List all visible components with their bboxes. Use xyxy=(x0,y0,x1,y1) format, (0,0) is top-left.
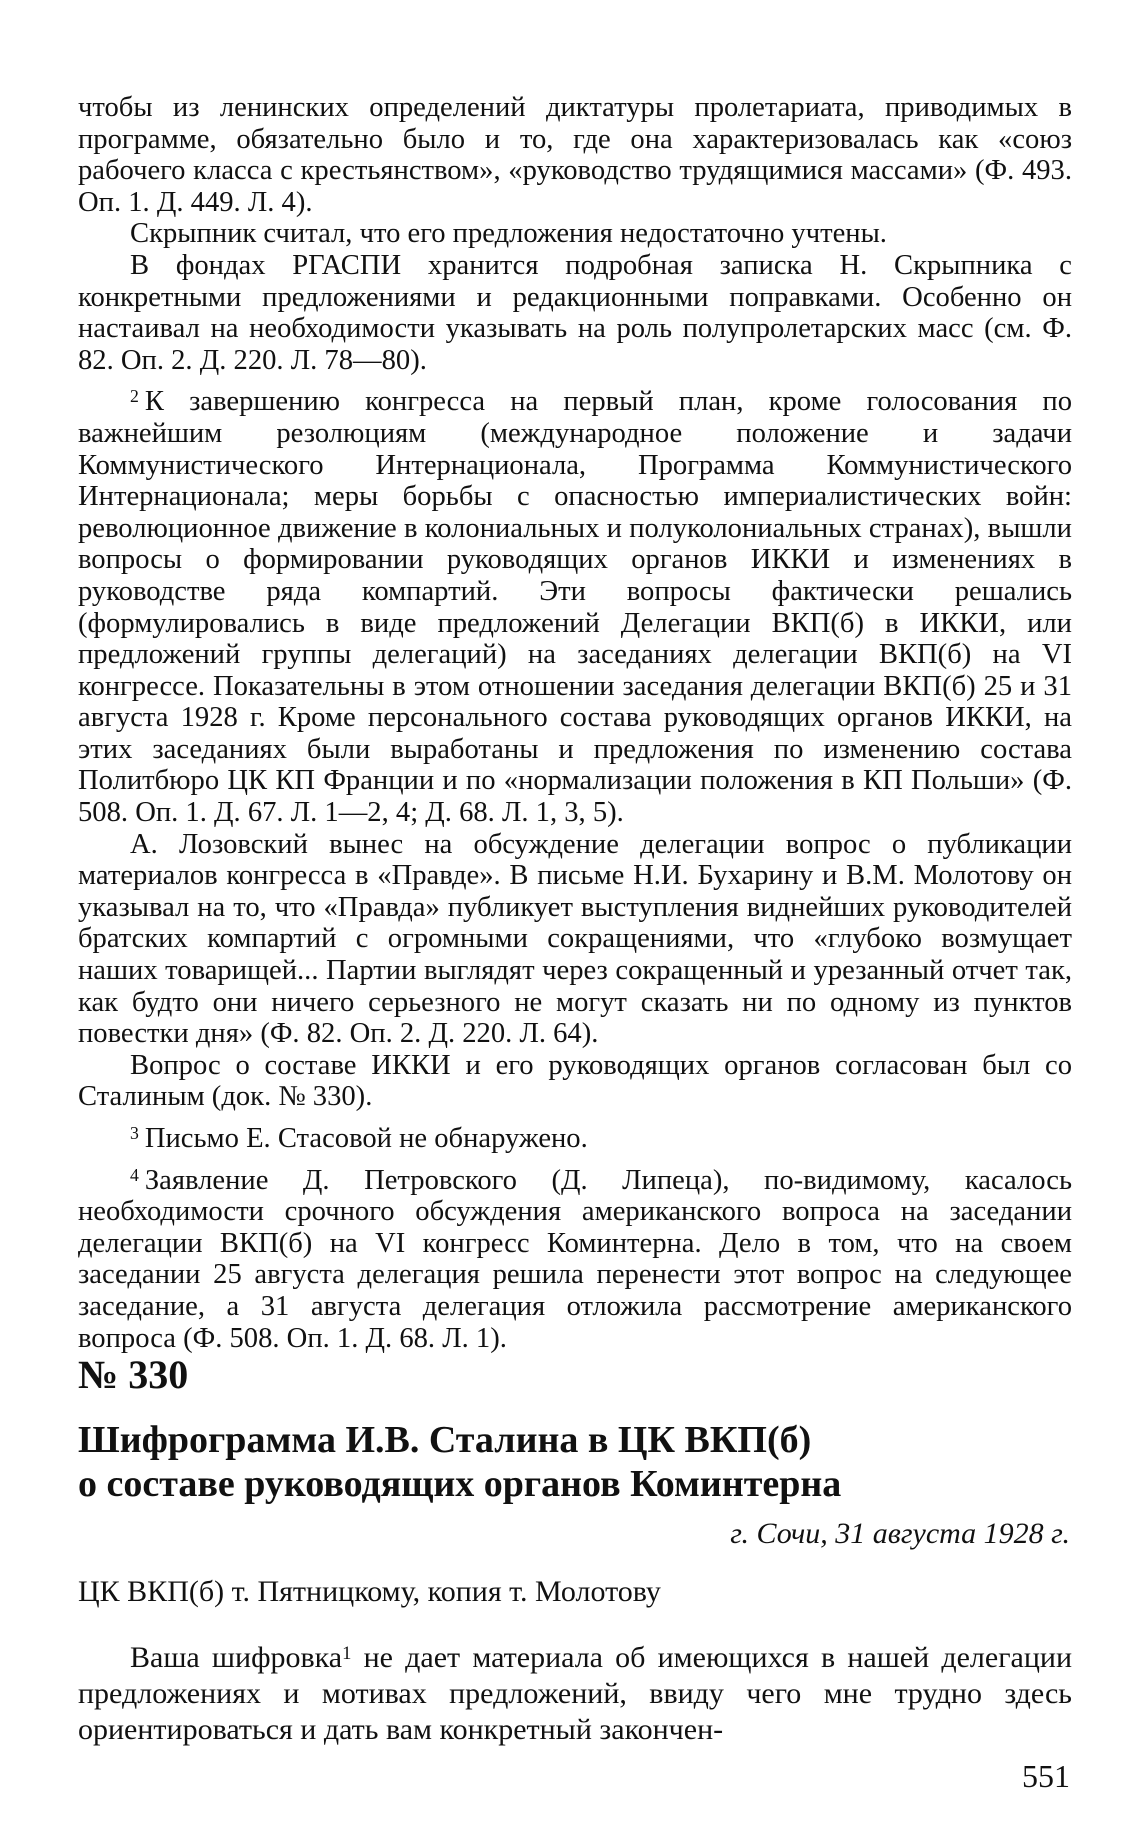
telegram-body xyxy=(78,1640,1072,1748)
note-paragraph-continuation: чтобы из ленинских определений диктатуры пролетариата, приводимых в программе, обязательно было и то, где она характеризовалась как «союз рабочего класса с крестьянством», «руководство трудящимися массами» (Ф. 493. Оп. 1. Д. 449. Л. 4). xyxy=(78,92,1072,218)
note-paragraph-skrypnik: Скрыпник считал, что его предложения недостаточно учтены. xyxy=(130,218,887,250)
note-paragraph-lozovsky: А. Лозовский вынес на обсуждение делегации вопрос о публикации материалов конгресса в «Правде». В письме Н.И. Бухарину и В.М. Молотову он указывал на то, что «Правда» публикует выступления виднейших руководителей братских компартий с огромными сокращениями, что «глубоко возмущает наших товарищей... Партии выглядят через сокращенный и урезанный отчет так, как будто они ничего серьезного не могут сказать ни по одному из пунктов повестки дня» (Ф. 82. Оп. 2. Д. 220. Л. 64). xyxy=(78,828,1072,1050)
endnote-2-marker: 2 xyxy=(130,386,139,407)
endnote-2 xyxy=(78,386,1072,828)
footnote-1-marker: 1 xyxy=(342,1642,352,1664)
endnote-4-marker: 4 xyxy=(130,1164,139,1185)
document-title xyxy=(78,1418,1078,1506)
telegram-body-rest: не дает материала об имеющихся в нашей делегации предложениях и мотивах предложений, ввиду чего мне трудно здесь ориентироваться и дать вам конкретный закончен- xyxy=(78,1641,1072,1746)
addressee-line: ЦК ВКП(б) т. Пятницкому, копия т. Молотову xyxy=(78,1575,661,1608)
endnotes-section xyxy=(78,92,1072,1354)
note-paragraph-rgaspi: В фондах РГАСПИ хранится подробная записка Н. Скрыпника с конкретными предложениями и редакционными поправками. Особенно он настаивал на необходимости указывать на роль полупролетарских масс (см. Ф. 82. Оп. 2. Д. 220. Л. 78—80). xyxy=(78,249,1072,376)
place-and-date: г. Сочи, 31 августа 1928 г. xyxy=(730,1517,1070,1550)
endnote-3-marker: 3 xyxy=(130,1123,139,1144)
document-title-line-1: Шифрограмма И.В. Сталина в ЦК ВКП(б) xyxy=(78,1419,812,1461)
document-number: № 330 xyxy=(78,1352,189,1397)
endnote-3 xyxy=(78,1123,1072,1155)
endnote-3-text: Письмо Е. Стасовой не обнаружено. xyxy=(144,1123,588,1154)
telegram-body-start: Ваша шифровка xyxy=(130,1641,343,1674)
note-paragraph-ikki: Вопрос о составе ИККИ и его руководящих органов согласован был со Сталиным (док. № 330). xyxy=(78,1049,1072,1113)
page-number: 551 xyxy=(1022,1758,1070,1794)
endnote-4 xyxy=(78,1165,1072,1355)
endnote-2-text: К завершению конгресса на первый план, кроме голосования по важнейшим резолюциям (международное положение и задачи Коммунистического Интернационала, Программа Коммунистического Интернационала; меры борьбы с опасностью империалистических войн: революционное движение в колониальных и полуколониальных странах), вышли вопросы о формировании руководящих органов ИККИ и изменениях в руководстве ряда компартий. Эти вопросы фактически решались (формулировались в виде предложений Делегации ВКП(б) в ИККИ, или предложений группы делегаций) на заседаниях делегации ВКП(б) на VI конгрессе. Показательны в этом отношении заседания делегации ВКП(б) 25 и 31 августа 1928 г. Кроме персонального состава руководящих органов ИККИ, на этих заседаниях были выработаны и предложения по изменению состава Политбюро ЦК КП Франции и по «нормализации положения в КП Польши» (Ф. 508. Оп. 1. Д. 67. Л. 1—2, 4; Д. 68. Л. 1, 3, 5). xyxy=(78,386,1072,829)
endnote-4-text: Заявление Д. Петровского (Д. Липеца), по-видимому, касалось необходимости срочного обсуждения американского вопроса на заседании делегации ВКП(б) на VI конгресс Коминтерна. Дело в том, что на своем заседании 25 августа делегация решила перенести этот вопрос на следующее заседание, а 31 августа делегация отложила рассмотрение американского вопроса (Ф. 508. Оп. 1. Д. 68. Л. 1). xyxy=(78,1164,1072,1354)
document-title-line-2: о составе руководящих органов Коминтерна xyxy=(78,1463,842,1505)
